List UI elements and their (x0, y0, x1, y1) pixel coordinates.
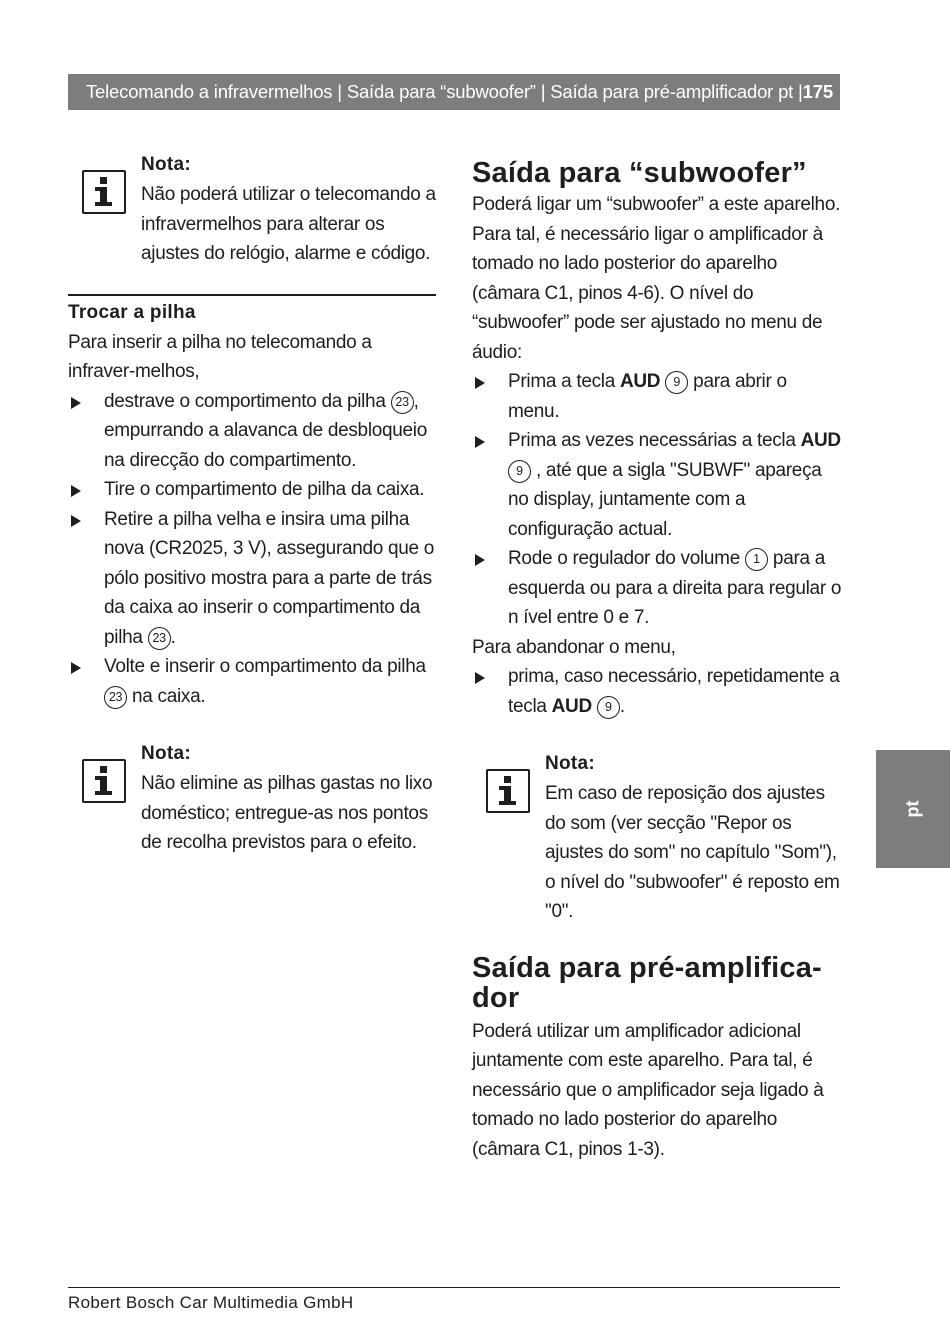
note-title: Nota: (141, 743, 192, 764)
callout-number: 23 (148, 627, 171, 650)
note-title: Nota: (141, 154, 192, 175)
triangle-bullet-icon (71, 397, 81, 409)
triangle-bullet-icon (71, 515, 81, 527)
note-sound-reset (472, 749, 842, 927)
page-header (68, 74, 840, 110)
note-text: Não poderá utilizar o telecomando a infravermelhos para alterar os ajustes do relógio, alarme e código. (141, 184, 436, 264)
heading-preamp: Saída para pré-amplifica- dor (472, 951, 822, 1014)
triangle-bullet-icon (475, 554, 485, 566)
list-item: Tire o compartimento de pilha da caixa. (68, 475, 436, 505)
triangle-bullet-icon (475, 377, 485, 389)
triangle-bullet-icon (475, 436, 485, 448)
note-remote-control (68, 150, 436, 269)
list-item: destrave o comportimento da pilha 23 , empurrando a alavanca de desbloqueio na direcção do compartimento. (68, 387, 436, 476)
page-number: 175 (802, 81, 833, 102)
key-label: AUD (619, 371, 661, 392)
note-text: Em caso de reposição dos ajustes do som (ver secção "Repor os ajustes do som" no capítulo "Som"), o nível do "subwoofer" é reposto em "0". (545, 783, 840, 922)
note-battery-disposal (68, 739, 436, 858)
header-text: Telecomando a infravermelhos | Saída para “subwoofer” | Saída para pré-amplificador pt | (86, 81, 803, 102)
list-item: Prima a tecla AUD 9 para abrir o menu. (472, 367, 842, 426)
info-icon (82, 170, 126, 214)
right-column (472, 150, 842, 1164)
list-item: Retire a pilha velha e insira uma pilha nova (CR2025, 3 V), assegurando que o pólo positivo mostra para a parte de trás da caixa ao inserir o compartimento da pilha 23 . (68, 505, 436, 653)
note-text: Não elimine as pilhas gastas no lixo doméstico; entregue-as nos pontos de recolha previstos para o efeito. (141, 773, 433, 853)
footer-divider (68, 1287, 840, 1288)
note-title: Nota: (545, 753, 596, 774)
triangle-bullet-icon (475, 672, 485, 684)
preamp-text: Poderá utilizar um amplificador adicional juntamente com este aparelho. Para tal, é necessário que o amplificador seja ligado à tomado no lado posterior do aparelho (câmara C1, pinos 1-3). (472, 1020, 824, 1160)
battery-steps (68, 387, 436, 712)
info-icon (82, 759, 126, 803)
key-label: AUD (800, 430, 841, 451)
exit-menu-text: Para abandonar o menu, (472, 636, 676, 658)
exit-steps (472, 662, 842, 721)
list-item: Volte e inserir o compartimento da pilha 23 na caixa. (68, 652, 436, 711)
callout-number: 23 (391, 391, 414, 414)
info-icon (486, 769, 530, 813)
section-divider (68, 294, 436, 296)
callout-number: 23 (104, 686, 127, 709)
key-label: AUD (551, 695, 592, 717)
subwoofer-intro: Poderá ligar um “subwoofer” a este aparelho. Para tal, é necessário ligar o amplificador à tomado no lado posterior do aparelho (câmara C1, pinos 4-6). O nível do “subwoofer” pode ser ajustado no menu de áudio: (472, 194, 841, 363)
heading-subwoofer: Saída para “subwoofer” (472, 157, 807, 189)
section-title-battery: Trocar a pilha (68, 301, 196, 323)
list-item: Prima as vezes necessárias a tecla AUD 9 , até que a sigla "SUBWF" apareça no display, juntamente com a configuração actual. (472, 426, 842, 544)
footer-publisher: Robert Bosch Car Multimedia GmbH (68, 1293, 354, 1312)
language-tab: pt (876, 750, 950, 868)
battery-intro: Para inserir a pilha no telecomando a infraver-melhos, (68, 331, 372, 382)
callout-number: 9 (508, 460, 531, 483)
triangle-bullet-icon (71, 485, 81, 497)
subwoofer-steps (472, 367, 842, 633)
list-item: Rode o regulador do volume 1 para a esquerda ou para a direita para regular o n ível entre 0 e 7. (472, 544, 842, 633)
left-column (68, 150, 436, 858)
callout-number: 9 (597, 696, 620, 719)
callout-number: 9 (665, 371, 688, 394)
triangle-bullet-icon (71, 662, 81, 674)
list-item: prima, caso necessário, repetidamente a tecla AUD 9 . (472, 662, 842, 721)
callout-number: 1 (745, 548, 768, 571)
